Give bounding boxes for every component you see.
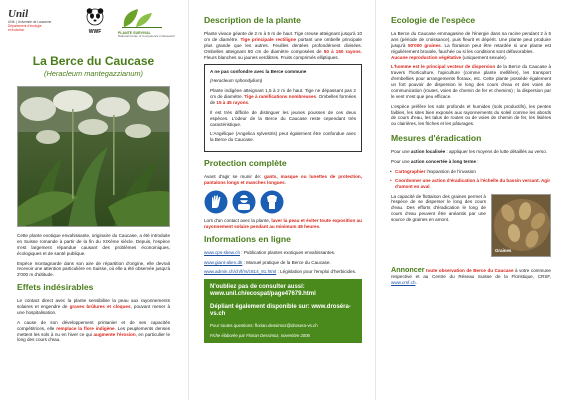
wwf-logo: WWF xyxy=(83,7,107,37)
ppe-icons xyxy=(204,190,362,214)
effects-heading: Effets indésirables xyxy=(17,282,94,293)
logo-bar xyxy=(8,7,180,51)
column-divider xyxy=(375,0,376,400)
ecology-heading: Ecologie de l'espèce xyxy=(391,15,476,25)
middle-panel xyxy=(189,0,374,400)
page-title: La Berce du Caucase (Heracleum mantegazzianum) xyxy=(32,54,155,79)
link-row-3: www.admin.ch/ch/f/rs/c814_81.html : Législation pour l'emploi d'herbicides. xyxy=(204,269,357,275)
eradication-text-3: La capacité de flottaison des graines permet à l'espèce de se disperser le long des cours d'eau. Des efforts d'éradication le long de cours d'eau peuvent être anéantis par une source de graines en amont. xyxy=(391,193,486,222)
middle-content xyxy=(204,15,362,343)
eradication-heading: Mesures d'éradication xyxy=(391,133,482,144)
announce-text: Annoncer toute observation de Berce du Caucase à votre commune respective et au Centre du Réseau Suisse de la Floristique, CRSF, www.crsf.ch. xyxy=(391,264,551,285)
effects-text-2: A cause de son développement printanier et de ses capacités compétitrices, elle remplace la flore indigène. Les peuplements denses mettent les sols à nu en hiver ce qui augmente l'érosion, en particulier le long des cours d'eau. xyxy=(17,319,171,343)
ecology-text-3: L'espèce préfère les sols profonds et humides (sols productifs), les pentes faibles, les sites bien exposés aux rayonnements du soleil comme les abords de cours d'eau, les talus de routes ou de voies de chemin de fer, les lisières ou clairières, les friches et les pâturages. xyxy=(391,103,551,127)
eradication-text: Pour une action localisée : appliquer les moyens de lutte détaillés au verso. xyxy=(391,149,548,155)
seeds-photo: Graines xyxy=(491,194,551,257)
eradication-text-2: Pour une action concertée à long terme : xyxy=(391,159,479,164)
effects-text: Le contact direct avec la plante sensibilise la peau aux rayonnements solaires et engendre de graves brûlures et cloques, pouvant mener à une hospitalisation. xyxy=(17,298,171,315)
intro-text-2: Espèce montagnarde dans son aire de répartition d'origine, elle devrait recevoir une attention particulière en Suisse, où elle a été observée jusqu'à 2'000 m d'altitude. xyxy=(17,260,170,278)
plant-survival-logo: PLANTE SURVIVAL National Center of Competence in Research xyxy=(118,7,180,39)
leaf-icon xyxy=(118,7,178,29)
online-info-heading: Informations en ligne xyxy=(204,233,291,244)
left-panel xyxy=(0,0,187,400)
hogweed-illustration xyxy=(18,87,170,227)
link-row-1: www.cps-skew.ch : Publication plantes exotiques envahissantes. xyxy=(204,249,336,255)
link-giant-alien[interactable]: www.giant-alien.dk xyxy=(204,259,243,265)
unil-logo: Unil UNIL | Université de Lausanne Département d'écologie et évolution xyxy=(8,8,52,32)
right-content xyxy=(391,15,551,289)
protection-text: Avant d'agir se munir de: gants, masque ou lunettes de protection, pantalons longs et manches longues. xyxy=(204,174,362,185)
link-crsf[interactable]: www.crsf.ch xyxy=(391,279,416,285)
ecology-text-2: L'homme est le principal vecteur de dispersion de la Berce du Caucase à travers l'horticulture, l'apiculture (comme plante mellifère), les transport d'embellies pour arrangements floraux, etc. Cette plante possède également un fort pouvoir de dispersion le long des cours d'eau et des voies de communication (routes, voies de chemin de fer et chemins) ; la dispersion par le vent n'est que peu efficace. xyxy=(391,64,551,99)
panda-icon xyxy=(85,7,105,27)
contact-box: N'oubliez pas de consulter aussi: www.unil.ch/ecospat/page47679.html Dépliant également disponible sur: www.droséra-vs.ch Pour toutes questions: florian.dessimoz@drosera-vs.ch Fiche élaborée par Florian Dessimoz, novembre 2006 xyxy=(204,279,362,343)
left-text xyxy=(17,233,170,347)
intro-text: Cette plante exotique envahissante, originaire du Caucase, a été introduite en Suisse romande à partir de la fin du XIXème siècle. Depuis, l'espèce s'est largement répandue causant des problèmes économiques, écologiques et de santé publique. xyxy=(17,233,170,256)
goggles-icon xyxy=(232,190,256,214)
right-panel xyxy=(377,0,566,400)
list-item: • Cartographier l'expansion de l'invasion xyxy=(391,169,551,175)
protection-heading: Protection complète xyxy=(204,158,287,169)
confusion-box: A ne pas confondre avec la Berce commune (Heracleum sphondylium) Plante indigène atteignant 1,5 à 2 m de haut. Tige ne dépassant pas 2 cm de diamètre. Tige à ramifications nombreuses. Ombelles formées de 15 à 45 rayons. Il est très difficile de distinguer les jeunes pousses de ces deux espèces. L'odeur de la Berce du Caucase reste cependant très caractéristique. L'Angélique (Angelica sylvestris) peut également être confondue avec la Berce du Caucase. xyxy=(204,64,362,152)
hogweed-photo xyxy=(17,86,170,227)
link-row-2: www.giant-alien.dk : Manuel pratique de la Berce du Caucase. xyxy=(204,259,331,265)
list-item: • Coordonner une action d'éradication à l'échelle du bassin versant. Agir d'amont en aval xyxy=(391,178,551,190)
link-admin[interactable]: www.admin.ch/ch/f/rs/c814_81.html xyxy=(204,269,277,275)
gloves-icon xyxy=(204,190,228,214)
protection-text-2: Lors d'un contact avec la plante, laver la peau et éviter toute exposition au rayonnement solaire pendant au minimum 48 heures. xyxy=(204,217,362,229)
ecology-text: La Berce du Caucase emmagasine de l'énergie dans sa racine pendant 2 à 5 ans (période de croissance), puis fleurit et dépérit. Une plante peut produire jusqu'à 50'000 graines. La floraison peut être retardée si une plante est régulièrement broutée, fauchée ou si les conditions sont défavorables. Aucune reproduction végétative (uniquement sexuée). xyxy=(391,31,551,60)
link-cps-skew[interactable]: www.cps-skew.ch xyxy=(204,249,240,255)
description-heading: Description de la plante xyxy=(204,15,301,25)
protective-clothing-icon xyxy=(260,190,284,214)
eradication-list xyxy=(391,169,551,190)
description-text: Plante vivace géante de 2 m à 5 m de haut. Tige creuse atteignant jusqu'à 10 cm de diamètre. Tige principale rectiligne portant une ombelle principale plus grande que les autres. Feuilles dentées profondément divisées. Ombelles atteignant 80 cm de diamètre composées de 50 à 150 rayons. Fleurs blanches ou jaunes verdâtres. Fruits comprimés elliptiques. xyxy=(204,31,362,60)
